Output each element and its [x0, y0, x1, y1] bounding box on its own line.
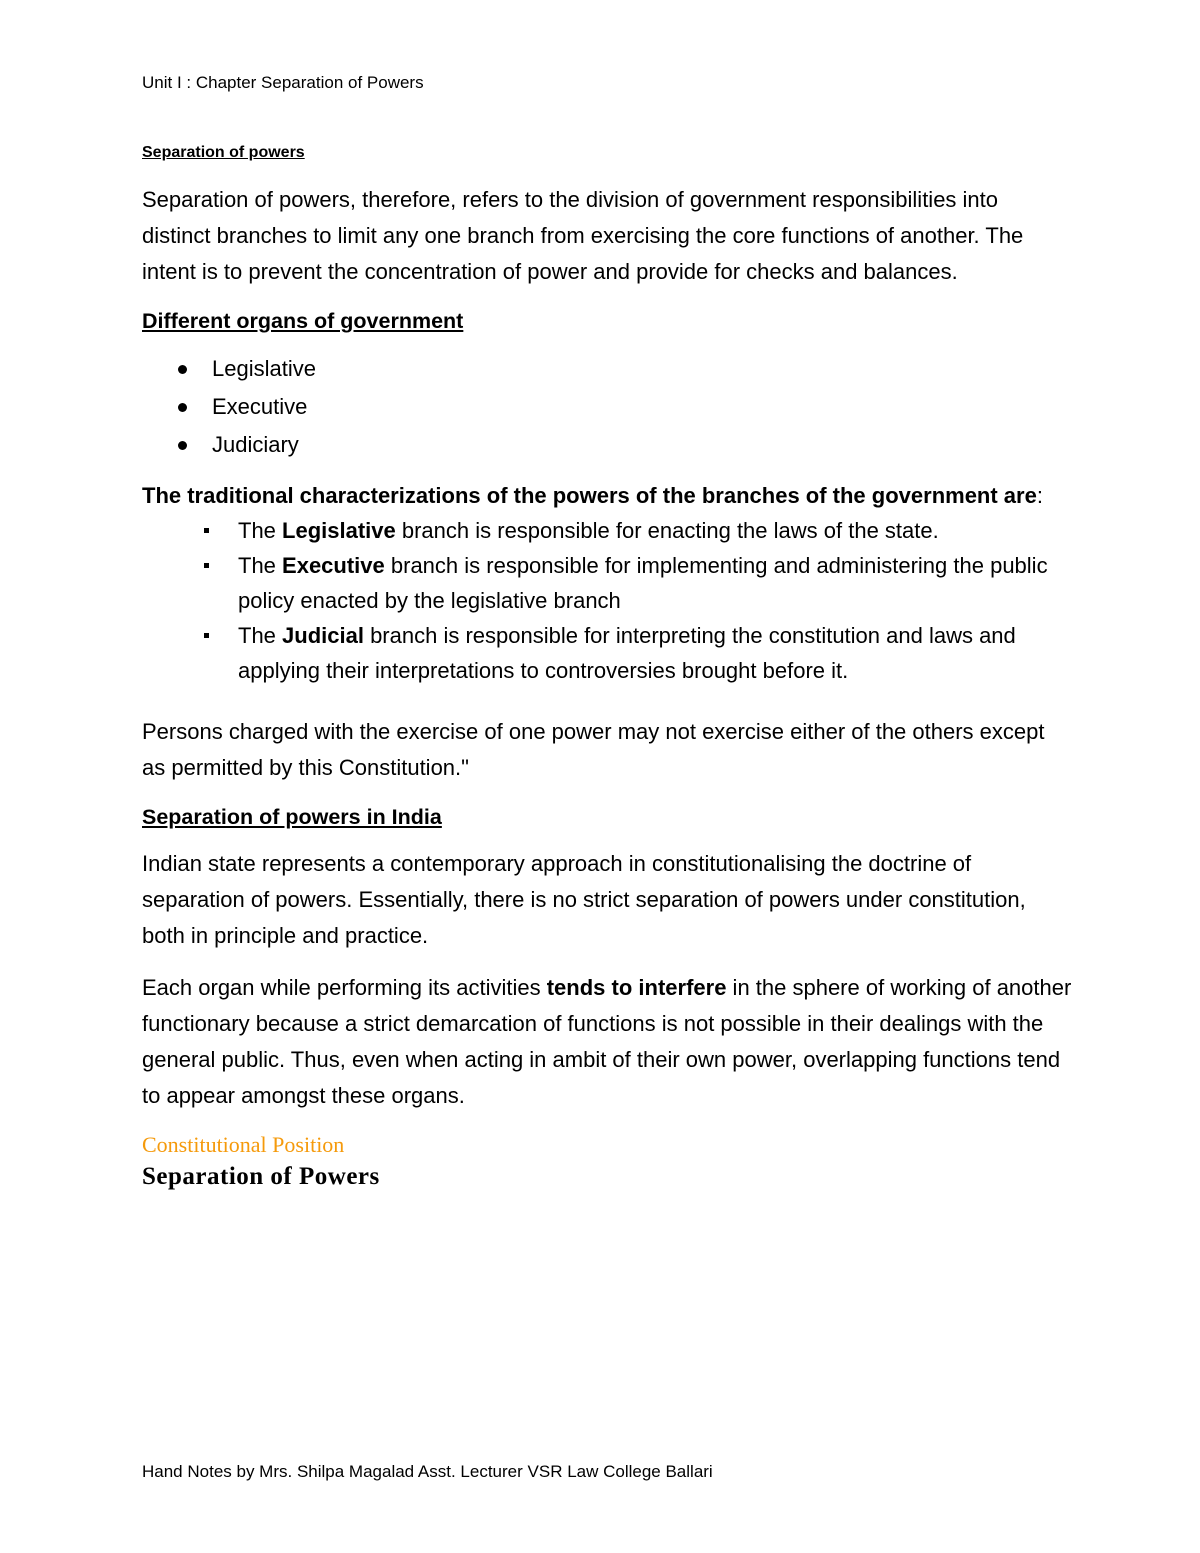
- branch-description: branch is responsible for implementing and administering the public policy enacted by the legislative branch: [238, 553, 1048, 613]
- branch-description: branch is responsible for interpreting the constitution and laws and applying their interpretations to controversies brought before it.: [238, 623, 1016, 683]
- bullet-icon: [178, 441, 187, 450]
- traditional-heading: [142, 478, 1072, 513]
- square-bullet-icon: [204, 633, 209, 638]
- page-header: Unit I : Chapter Separation of Powers: [142, 73, 424, 92]
- india-paragraph-2: [142, 970, 1072, 1114]
- branch-prefix: The: [238, 623, 283, 648]
- india-heading: Separation of powers in India: [142, 805, 442, 829]
- list-item: [142, 388, 1072, 426]
- bullet-icon: [178, 403, 187, 412]
- square-bullet-icon: [204, 528, 209, 533]
- bullet-icon: [178, 365, 187, 374]
- traditional-heading-colon: :: [1036, 483, 1043, 508]
- list-item: [142, 513, 1072, 548]
- separation-of-powers-title: Separation of Powers: [142, 1163, 380, 1190]
- branch-name: Executive: [282, 553, 385, 578]
- list-item: [142, 548, 1072, 618]
- branches-list: [142, 513, 1072, 688]
- traditional-heading-text: The traditional characterizations of the powers of the branches of the government are: [142, 483, 1037, 508]
- page-content: [142, 144, 1072, 1194]
- organ-label: Executive: [212, 394, 308, 419]
- list-item: [142, 426, 1072, 464]
- persons-paragraph: Persons charged with the exercise of one power may not exercise either of the others except as permitted by this Constitution.": [142, 719, 1045, 780]
- branch-prefix: The: [238, 553, 283, 578]
- india-paragraph-2-end: in the sphere of working of another functionary because a strict demarcation of functions is not possible in their dealings with the general public. Thus, even when acting in ambit of their own power, overlapping functions tend to appear amongst these organs.: [142, 975, 1072, 1108]
- constitutional-position-heading: Constitutional Position: [142, 1132, 345, 1157]
- organs-heading: Different organs of government: [142, 309, 464, 333]
- square-bullet-icon: [204, 563, 209, 568]
- organ-label: Judiciary: [212, 432, 299, 457]
- branch-name: Judicial: [282, 623, 364, 648]
- organs-list: [142, 350, 1072, 464]
- section-heading-separation: Separation of powers: [142, 144, 305, 161]
- organ-label: Legislative: [212, 356, 316, 381]
- india-paragraph-2-emphasis: tends to interfere: [546, 975, 727, 1000]
- branch-description: branch is responsible for enacting the laws of the state.: [395, 518, 939, 543]
- list-item: [142, 618, 1072, 688]
- list-item: [142, 350, 1072, 388]
- india-paragraph-1: Indian state represents a contemporary approach in constitutionalising the doctrine of separation of powers. Essentially, there is no strict separation of powers under constitution, both in principle and practice.: [142, 851, 1026, 948]
- intro-paragraph: Separation of powers, therefore, refers to the division of government responsibilities into distinct branches to limit any one branch from exercising the core functions of another. The intent is to prevent the concentration of power and provide for checks and balances.: [142, 187, 1024, 284]
- branch-name: Legislative: [282, 518, 396, 543]
- page-footer: Hand Notes by Mrs. Shilpa Magalad Asst. Lecturer VSR Law College Ballari: [142, 1462, 713, 1481]
- india-paragraph-2-start: Each organ while performing its activities: [142, 975, 547, 1000]
- branch-prefix: The: [238, 518, 283, 543]
